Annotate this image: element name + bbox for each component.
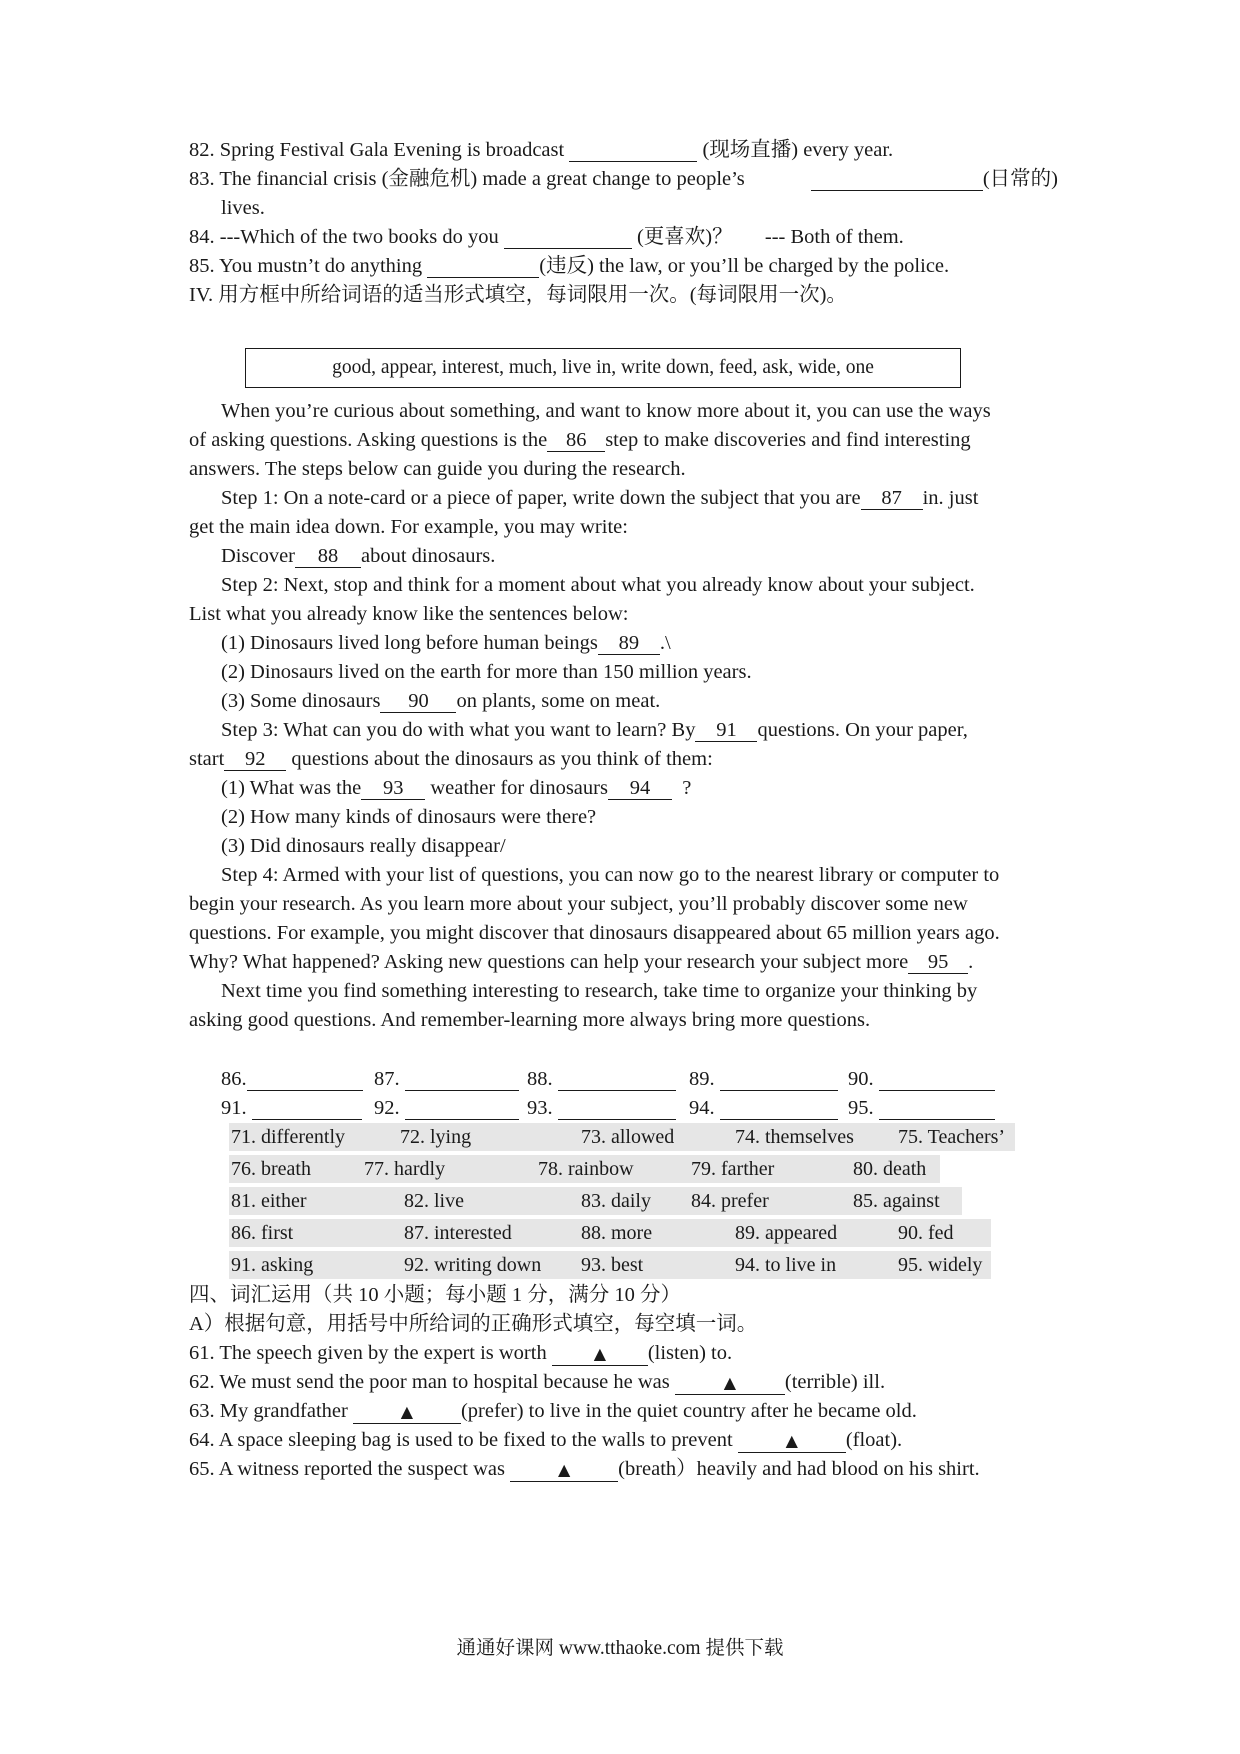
- blank-88: 88: [295, 545, 361, 568]
- vocab-heading: 四、词汇运用（共 10 小题；每小题 1 分，满分 10 分）: [189, 1284, 681, 1306]
- passage-line: begin your research. As you learn more about your subject, you’ll probably discover some new: [189, 893, 968, 915]
- passage-line: of asking questions. Asking questions is the 86 step to make discoveries and find interesting: [189, 429, 971, 451]
- passage-line: Next time you find something interesting to research, take time to organize your thinking by: [221, 980, 978, 1002]
- answer-blank: [353, 1400, 461, 1424]
- passage-line: Discover 88 about dinosaurs.: [221, 545, 496, 567]
- answer-key-row: 71. differently 72. lying 73. allowed 74. themselves 75. Teachers’: [229, 1123, 1015, 1151]
- answer-blank: [427, 255, 539, 278]
- passage-line: Step 1: On a note-card or a piece of paper, write down the subject that you are 87 in. just: [221, 487, 979, 509]
- question-82: 82. Spring Festival Gala Evening is broadcast (现场直播) every year.: [189, 139, 894, 161]
- blank-89: 89: [598, 632, 660, 655]
- passage-line: questions. For example, you might discover that dinosaurs disappeared about 65 million years ago.: [189, 922, 1000, 944]
- answer-key-row: 76. breath 77. hardly 78. rainbow 79. farther 80. death: [229, 1155, 940, 1183]
- list-item: (2) Dinosaurs lived on the earth for more than 150 million years.: [221, 661, 752, 683]
- question-84: 84. ---Which of the two books do you (更喜欢)？ --- Both of them.: [189, 226, 904, 248]
- section-iv-heading: IV. 用方框中所给词语的适当形式填空，每词限用一次。(每词限用一次)。: [189, 284, 847, 306]
- blank-94: 94: [608, 777, 672, 800]
- grid-cell: 92.: [374, 1095, 519, 1121]
- blank-86: 86: [547, 429, 605, 452]
- grid-cell: 94.: [689, 1095, 838, 1121]
- passage-line: When you’re curious about something, and want to know more about it, you can use the ways: [221, 400, 991, 422]
- grid-cell: 90.: [848, 1066, 995, 1092]
- grid-cell: 95.: [848, 1095, 995, 1121]
- question-83: 83. The financial crisis (金融危机) made a great change to people’s (日常的): [189, 168, 1058, 190]
- passage-line: List what you already know like the sentences below:: [189, 603, 629, 625]
- answer-key-row: 86. first 87. interested 88. more 89. appeared 90. fed: [229, 1219, 991, 1247]
- answer-blank: [738, 1429, 846, 1453]
- answer-blank: [811, 168, 983, 191]
- list-item: (3) Some dinosaurs 90 on plants, some on meat.: [221, 690, 661, 712]
- answer-key-row: 91. asking 92. writing down 93. best 94. to live in 95. widely: [229, 1251, 991, 1279]
- passage-line: answers. The steps below can guide you during the research.: [189, 458, 686, 480]
- triangle-marker-icon: ▲: [723, 1373, 737, 1392]
- answer-blank: [504, 226, 632, 249]
- list-item: (2) How many kinds of dinosaurs were there?: [221, 806, 597, 828]
- blank-93: 93: [361, 777, 425, 800]
- blank-91: 91: [695, 719, 757, 742]
- triangle-marker-icon: ▲: [557, 1460, 571, 1479]
- vocab-item: 63. My grandfather ▲ (prefer) to live in the quiet country after he became old.: [189, 1400, 917, 1422]
- list-item: (1) What was the 93 weather for dinosaurs 94 ?: [221, 777, 692, 799]
- answer-blank: [675, 1371, 785, 1395]
- triangle-marker-icon: ▲: [785, 1431, 798, 1450]
- passage-line: Step 2: Next, stop and think for a moment about what you already know about your subject.: [221, 574, 975, 596]
- blank-92: 92: [224, 748, 286, 771]
- list-item: (3) Did dinosaurs really disappear/: [221, 835, 506, 857]
- answer-blank: [510, 1458, 618, 1482]
- grid-cell: 88.: [527, 1066, 676, 1092]
- grid-cell: 91.: [221, 1095, 362, 1121]
- grid-cell: 89.: [689, 1066, 838, 1092]
- vocab-item: 65. A witness reported the suspect was ▲ (breath）heavily and had blood on his shirt.: [189, 1458, 980, 1480]
- word-box: good, appear, interest, much, live in, write down, feed, ask, wide, one: [245, 348, 961, 388]
- passage-line: start 92 questions about the dinosaurs as you think of them:: [189, 748, 713, 770]
- question-83-continued: lives.: [221, 197, 265, 219]
- passage-line: Why? What happened? Asking new questions can help your research your subject more 95 .: [189, 951, 974, 973]
- passage-line: asking good questions. And remember-learning more always bring more questions.: [189, 1009, 871, 1031]
- triangle-marker-icon: ▲: [400, 1402, 414, 1421]
- page-footer: 通通好课网 www.tthaoke.com 提供下载: [456, 1638, 784, 1659]
- vocab-item: 62. We must send the poor man to hospital because he was ▲ (terrible) ill.: [189, 1371, 886, 1393]
- vocab-subheading: A）根据句意，用括号中所给词的正确形式填空，每空填一词。: [189, 1313, 758, 1335]
- blank-90: 90: [380, 690, 456, 713]
- list-item: (1) Dinosaurs lived long before human beings 89 .\: [221, 632, 671, 654]
- vocab-item: 64. A space sleeping bag is used to be fixed to the walls to prevent ▲ (float).: [189, 1429, 903, 1451]
- passage-line: Step 4: Armed with your list of questions, you can now go to the nearest library or computer to: [221, 864, 1000, 886]
- triangle-marker-icon: ▲: [593, 1344, 606, 1363]
- grid-cell: 86.: [221, 1066, 363, 1092]
- vocab-item: 61. The speech given by the expert is worth ▲ (listen) to.: [189, 1342, 733, 1364]
- passage-line: get the main idea down. For example, you may write:: [189, 516, 628, 538]
- answer-blank: [569, 139, 697, 162]
- blank-95: 95: [908, 951, 968, 974]
- grid-cell: 87.: [374, 1066, 519, 1092]
- question-85: 85. You mustn’t do anything (违反) the law, or you’ll be charged by the police.: [189, 255, 950, 277]
- grid-cell: 93.: [527, 1095, 676, 1121]
- answer-key-row: 81. either 82. live 83. daily 84. prefer 85. against: [229, 1187, 962, 1215]
- blank-87: 87: [861, 487, 923, 510]
- answer-blank: [552, 1342, 648, 1366]
- passage-line: Step 3: What can you do with what you want to learn? By 91 questions. On your paper,: [221, 719, 968, 741]
